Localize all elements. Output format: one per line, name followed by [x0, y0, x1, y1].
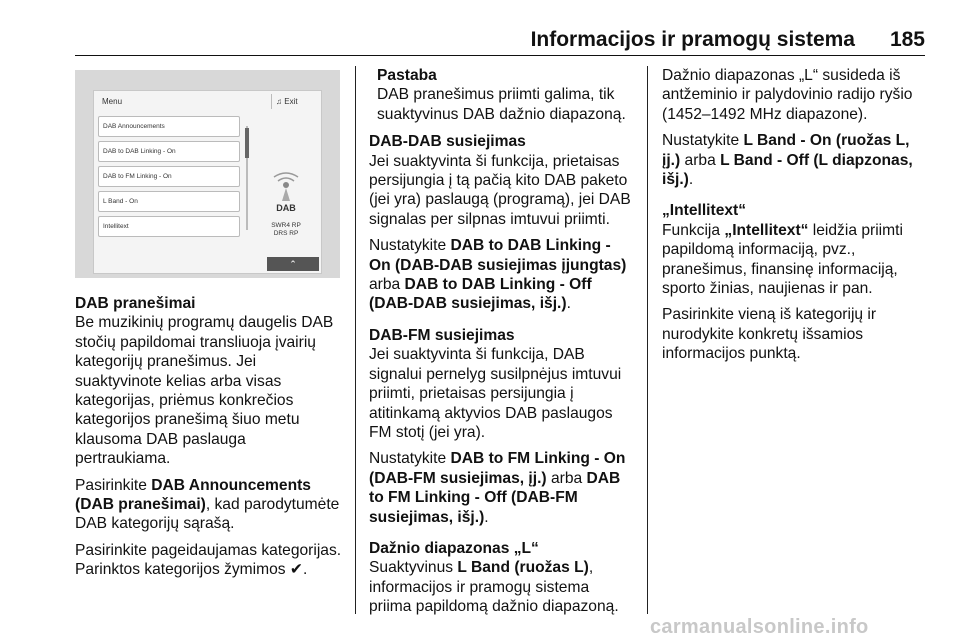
column-2	[369, 66, 634, 624]
station-line: SWR4 RP	[271, 222, 301, 229]
text: Nustatykite	[662, 132, 744, 150]
bold-text: DAB to FM Linking - Off (DAB-FM susiejimas, išj.)	[369, 469, 621, 526]
page-header	[75, 24, 925, 56]
paragraph	[369, 236, 634, 314]
screen	[93, 90, 322, 274]
checkmark-icon: ✔	[289, 561, 303, 579]
text: leidžia priimti papildomą informaciją, pvz., pranešimus, finansinę informaciją, sporto žinias, naujienas ir pan.	[662, 221, 903, 298]
text: Nustatykite	[369, 450, 451, 468]
menu-screenshot	[75, 70, 340, 278]
bold-text: DAB to DAB Linking - On (DAB-DAB susiejimas įjungtas)	[369, 237, 627, 274]
bold-text: DAB to DAB Linking - Off (DAB-DAB susiejimas, išj.)	[369, 276, 592, 313]
bold-text: DAB to FM Linking - On (DAB-FM susiejimas, įj.)	[369, 450, 626, 487]
bold-text: DAB Announcements (DAB pranešimai)	[75, 476, 311, 514]
text: Suaktyvinus	[369, 559, 458, 577]
paragraph: Dažnio diapazonas „L“ susideda iš antžeminio ir palydovinio radijo ryšio (1452–1492 MHz diapazone).	[662, 67, 913, 123]
menu-item: DAB to DAB Linking - On	[98, 141, 240, 162]
text: , informacijos ir pramogų sistema priima papildomą dažnio diapazoną.	[369, 559, 619, 616]
scroll-thumb	[245, 128, 249, 158]
text: arba	[546, 469, 587, 487]
column-divider	[355, 66, 356, 614]
column-1	[75, 294, 342, 587]
text: , kad parodytumėte DAB kategorijų sąrašą.	[75, 496, 340, 533]
text: arba	[369, 276, 405, 294]
text: Pasirinkite pageidaujamas kategorijas. Parinktos kategorijos žymimos	[75, 541, 342, 579]
text: .	[303, 561, 308, 579]
heading-dab-announcements: DAB pranešimai	[75, 295, 196, 312]
text: Funkcija	[662, 221, 725, 239]
exit-button: ♫ Exit	[271, 94, 315, 109]
note-title: Pastaba	[377, 67, 437, 84]
paragraph	[75, 476, 342, 534]
chevron-up-icon: ⌃	[267, 257, 319, 271]
paragraph: Jei suaktyvinta ši funkcija, prietaisas persijungia į tą pačią kito DAB paketo (jei yra) paslaugą (programą), jei DAB signalas per silpnas imtuvui priimti.	[369, 152, 631, 228]
header-rule	[75, 55, 925, 56]
column-3	[662, 66, 927, 371]
scrollbar	[244, 118, 250, 238]
paragraph: Jei suaktyvinta ši funkcija, DAB signalui pernelyg susilpnėjus imtuvui priimti, prietaisas persijungia į atitinkamą aktyvios DAB paslaugos FM stotį (jei yra).	[369, 346, 622, 441]
station-line: DRS RP	[273, 230, 299, 237]
bold-text: „Intellitext“	[724, 221, 809, 239]
text: .	[566, 295, 571, 313]
heading-dab-dab: DAB-DAB susiejimas	[369, 133, 526, 151]
paragraph	[369, 449, 634, 527]
menu-title: Menu	[102, 97, 123, 106]
paragraph: Be muzikinių programų daugelis DAB stočių papildomai transliuoja įvairių kategorijų pranešimus. Jei suaktyvinote kelias arba visas kategorijas, priėmus konkrečios kategorijos pranešimą šiuo metu klausoma DAB paslauga pertraukiama.	[75, 314, 334, 468]
paragraph	[369, 558, 634, 616]
heading-dab-fm: DAB-FM susiejimas	[369, 326, 515, 344]
exit-label: Exit	[284, 97, 298, 106]
bold-text: L Band - Off (L diapzonas, išj.)	[662, 151, 913, 189]
menu-item: DAB Announcements	[98, 116, 240, 137]
bold-text: L Band - On (ruožas L, įj.)	[662, 132, 910, 169]
section-title: Informacijos ir pramogų sistema	[530, 28, 855, 51]
paragraph	[662, 221, 927, 299]
note-text: DAB pranešimus priimti galima, tik suaktyvinus DAB dažnio diapazoną.	[377, 86, 626, 123]
menu-item: Intellitext	[98, 216, 240, 237]
station-info	[254, 222, 318, 238]
text: Pasirinkite	[75, 476, 152, 494]
paragraph	[75, 541, 342, 580]
bold-text: L Band (ruožas L)	[457, 559, 589, 577]
text: .	[688, 171, 694, 189]
column-divider	[647, 66, 648, 614]
heading-intellitext: „Intellitext“	[662, 202, 747, 220]
menu-item: L Band - On	[98, 191, 240, 212]
dab-label: DAB	[276, 203, 296, 213]
text: arba	[680, 151, 721, 169]
paragraph: Pasirinkite vieną iš kategorijų ir nurodykite konkretų išsamios informacijos punktą.	[662, 306, 877, 363]
note-box	[369, 66, 634, 124]
paragraph	[662, 131, 927, 189]
heading-l-band: Dažnio diapazonas „L“	[369, 539, 539, 557]
watermark: carmanualsonline.info	[650, 616, 869, 638]
text: .	[484, 508, 489, 526]
page-number: 185	[889, 28, 925, 51]
menu-item: DAB to FM Linking - On	[98, 166, 240, 187]
text: Nustatykite	[369, 237, 451, 255]
